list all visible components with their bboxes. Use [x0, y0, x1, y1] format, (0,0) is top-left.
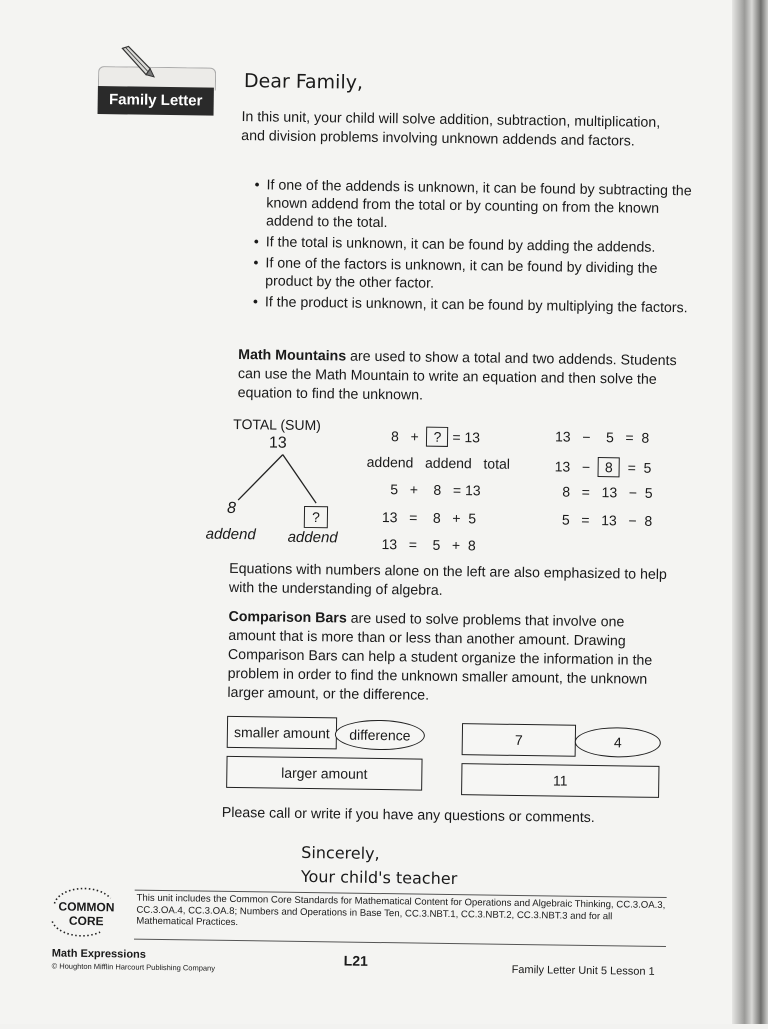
- difference-value-oval: 4: [575, 727, 661, 758]
- intro-paragraph: In this unit, your child will solve addition, subtraction, multiplication, and division problems involving unknown addends and factors.: [241, 109, 661, 150]
- mountain-lines: [226, 446, 337, 512]
- divider: [134, 939, 666, 947]
- mountain-total: 13: [268, 434, 287, 452]
- large-value-bar: 11: [461, 763, 659, 798]
- bullet-item: • If the product is unknown, it can be found by multiplying the factors.: [253, 293, 693, 317]
- eq-term: 8: [390, 428, 399, 445]
- eq-term: = 5: [627, 459, 652, 476]
- pencil-icon: [116, 44, 156, 79]
- comparison-lead: Comparison Bars: [228, 608, 347, 627]
- family-letter-label: Family Letter: [98, 86, 214, 116]
- math-mountains-text: are used to show a total and two addends. Students can use the Math Mountain to write an equation and then solve the equation to find the unknown.: [237, 348, 677, 404]
- page-number: L21: [343, 952, 368, 969]
- equation-row: 5 + 8 = 13: [390, 481, 481, 499]
- bullet-item: • If one of the addends is unknown, it can be found by subtracting the known addend from the total or by counting on from the known addend to the total.: [254, 176, 695, 236]
- mountain-title: TOTAL (SUM): [233, 415, 321, 434]
- footer-title: Math Expressions: [51, 947, 147, 961]
- eq-term: = 13: [452, 429, 481, 446]
- larger-amount-bar: larger amount: [226, 756, 422, 791]
- small-value-bar: 7: [462, 723, 576, 757]
- eq-term: 13: [554, 458, 571, 475]
- footer-lesson: Family Letter Unit 5 Lesson 1: [511, 963, 655, 978]
- mountain-right-label: addend: [287, 528, 338, 547]
- bullet-list: [253, 176, 695, 320]
- standards-text: This unit includes the Common Core Standards for Mathematical Content for Operations and Algebraic Thinking, CC.3.OA.3, CC.3.OA.4, CC.3.OA.8; Numbers and Operations in Base Ten, CC.3.NBT.1, CC.3.NBT.2, CC.3.NBT.3 and for all Mathematical Practices.: [136, 892, 666, 929]
- mountain-right-box: ?: [304, 506, 328, 528]
- smaller-amount-bar: smaller amount: [227, 716, 337, 750]
- eq-op: +: [410, 428, 419, 445]
- eq-op: −: [581, 458, 591, 475]
- signature-text: Your child's teacher: [300, 866, 458, 889]
- please-call-text: Please call or write if you have any questions or comments.: [221, 804, 595, 827]
- bullet-item: • If one of the factors is unknown, it can be found by dividing the product by the other factor.: [253, 254, 693, 296]
- mountain-left-label: addend: [205, 525, 256, 544]
- equation-row: 8 = 13 − 5: [562, 483, 653, 501]
- equation-row: 13 = 5 + 8: [381, 536, 476, 554]
- equation-labels: addend addend total: [366, 453, 511, 472]
- comparison-paragraph: [227, 608, 668, 709]
- unknown-box: ?: [426, 427, 448, 447]
- comparison-text: are used to solve problems that involve one amount that is more than or less than another amount. Drawing Comparison Bars can help a student organize the information in the problem in order to find the unknown smaller amount, the unknown larger amount, or the difference.: [227, 610, 653, 704]
- equation-row: [391, 426, 480, 447]
- math-mountains-lead: Math Mountains: [238, 347, 347, 365]
- bullet-item: • If the total is unknown, it can be found by adding the addends.: [254, 233, 694, 257]
- unknown-box: 8: [598, 457, 620, 477]
- equation-row: [555, 456, 652, 477]
- mountain-left-value: 8: [226, 499, 237, 517]
- footer-copyright: © Houghton Mifflin Harcourt Publishing Company: [51, 961, 216, 973]
- common-core-text: [56, 900, 116, 929]
- sincerely-text: Sincerely,: [301, 842, 380, 864]
- equation-row: 13 = 8 + 5: [381, 509, 477, 527]
- math-mountains-paragraph: [238, 346, 679, 409]
- equation-row: 5 = 13 − 8: [561, 511, 653, 529]
- greeting: Dear Family,: [243, 70, 364, 94]
- equation-row: 13 − 5 = 8: [554, 428, 650, 446]
- common-core-word: CORE: [68, 913, 104, 929]
- difference-oval: difference: [335, 719, 425, 750]
- common-core-word: COMMON: [58, 899, 115, 915]
- equations-note: Equations with numbers alone on the left are also emphasized to help with the understanding of algebra.: [228, 560, 667, 599]
